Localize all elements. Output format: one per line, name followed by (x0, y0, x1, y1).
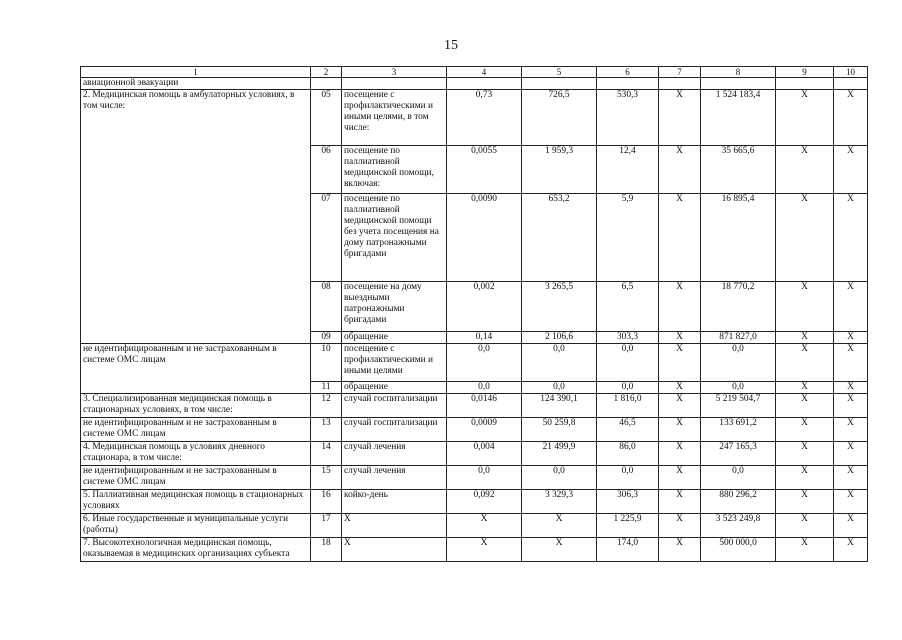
value-col6: 306,3 (597, 490, 659, 514)
value-col6: 0,0 (597, 466, 659, 490)
value-col5: 50 259,8 (522, 418, 597, 442)
row-label: не идентифицированным и не застрахованным в системе ОМС лицам (81, 418, 311, 442)
value-col5: X (522, 538, 597, 562)
value-col5: 0,0 (522, 382, 597, 394)
row-code: 16 (311, 490, 342, 514)
value-col9: X (776, 90, 834, 146)
column-number: 5 (522, 67, 597, 78)
unit-of-measure: посещение по паллиативной медицинской помощи без учета посещения на дому патронажными бригадами (342, 194, 447, 282)
row-code: 09 (311, 332, 342, 344)
value-col6: 1 816,0 (597, 394, 659, 418)
table-row (81, 466, 868, 490)
row-code: 15 (311, 466, 342, 490)
value-col8: 5 219 504,7 (701, 394, 776, 418)
unit-of-measure: обращение (342, 382, 447, 394)
value-col7: X (659, 194, 701, 282)
value-col6: 1 225,9 (597, 514, 659, 538)
table-row (81, 490, 868, 514)
unit-of-measure: посещение по паллиативной медицинской помощи, включая: (342, 146, 447, 194)
value-col7: X (659, 146, 701, 194)
value-col7: X (659, 282, 701, 332)
row-label: не идентифицированным и не застрахованным в системе ОМС лицам (81, 466, 311, 490)
value-col5: 726,5 (522, 90, 597, 146)
row-code: 06 (311, 146, 342, 194)
value-col5: 0,0 (522, 466, 597, 490)
unit-of-measure: случай госпитализации (342, 394, 447, 418)
row-label: 3. Специализированная медицинская помощь в стационарных условиях, в том числе: (81, 394, 311, 418)
value-col9: X (776, 382, 834, 394)
value-col7: X (659, 332, 701, 344)
row-label: 7. Высокотехнологичная медицинская помощь, оказываемая в медицинских организациях субъекта (81, 538, 311, 562)
value-col6: 0,0 (597, 344, 659, 382)
unit-of-measure: посещение на дому выездными патронажными бригадами (342, 282, 447, 332)
value-col8: 133 691,2 (701, 418, 776, 442)
column-number: 1 (81, 67, 311, 78)
value-col7: X (659, 538, 701, 562)
unit-of-measure: X (342, 538, 447, 562)
row-code: 08 (311, 282, 342, 332)
row-code: 07 (311, 194, 342, 282)
row-code: 17 (311, 514, 342, 538)
page-number: 15 (444, 38, 458, 53)
value-col8: 0,0 (701, 466, 776, 490)
table-body (81, 67, 868, 562)
row-code: 10 (311, 344, 342, 382)
table-row (81, 442, 868, 466)
value-col4: 0,0146 (447, 394, 522, 418)
value-col8: 18 770,2 (701, 282, 776, 332)
value-col4: 0,004 (447, 442, 522, 466)
value-col5: 653,2 (522, 194, 597, 282)
value-col5: 0,0 (522, 344, 597, 382)
unit-of-measure: посещение с профилактическими и иными целями (342, 344, 447, 382)
unit-of-measure: случай лечения (342, 466, 447, 490)
column-number: 9 (776, 67, 834, 78)
value-col9: X (776, 490, 834, 514)
value-col9: X (776, 514, 834, 538)
value-col10: X (834, 394, 868, 418)
value-col10: X (834, 90, 868, 146)
row-code: 13 (311, 418, 342, 442)
row-code: 18 (311, 538, 342, 562)
value-col5: 124 390,1 (522, 394, 597, 418)
value-col8: 35 665,6 (701, 146, 776, 194)
value-col4: 0,14 (447, 332, 522, 344)
value-col5: 3 329,3 (522, 490, 597, 514)
column-number: 2 (311, 67, 342, 78)
column-number: 10 (834, 67, 868, 78)
value-col7: X (659, 382, 701, 394)
value-col8: 3 523 249,8 (701, 514, 776, 538)
table-row (81, 394, 868, 418)
column-number: 3 (342, 67, 447, 78)
value-col6: 303,3 (597, 332, 659, 344)
value-col10: X (834, 282, 868, 332)
table-row (81, 538, 868, 562)
financing-table (80, 66, 868, 562)
value-col5: 21 499,9 (522, 442, 597, 466)
row-label: авиационной эвакуации (81, 78, 311, 90)
value-col9: X (776, 538, 834, 562)
value-col4: 0,092 (447, 490, 522, 514)
value-col6: 12,4 (597, 146, 659, 194)
value-col10: X (834, 344, 868, 382)
value-col5: 3 265,5 (522, 282, 597, 332)
value-col8: 1 524 183,4 (701, 90, 776, 146)
value-col9: X (776, 344, 834, 382)
value-col7: X (659, 90, 701, 146)
unit-of-measure: случай лечения (342, 442, 447, 466)
value-col10: X (834, 442, 868, 466)
value-col8: 0,0 (701, 344, 776, 382)
row-code: 05 (311, 90, 342, 146)
value-col9: X (776, 194, 834, 282)
value-col4: 0,0 (447, 344, 522, 382)
value-col8: 16 895,4 (701, 194, 776, 282)
table-row (81, 514, 868, 538)
value-col6: 174,0 (597, 538, 659, 562)
value-col10: X (834, 418, 868, 442)
value-col5: 1 959,3 (522, 146, 597, 194)
value-col9: X (776, 146, 834, 194)
value-col10: X (834, 382, 868, 394)
value-col6: 5,9 (597, 194, 659, 282)
value-col8: 0,0 (701, 382, 776, 394)
table-row (81, 418, 868, 442)
value-col4: 0,0009 (447, 418, 522, 442)
unit-of-measure: койко-день (342, 490, 447, 514)
row-code: 11 (311, 382, 342, 394)
value-col4: X (447, 538, 522, 562)
unit-of-measure: посещение с профилактическими и иными целями, в том числе: (342, 90, 447, 146)
unit-of-measure: случай госпитализации (342, 418, 447, 442)
value-col10: X (834, 466, 868, 490)
table-row (81, 90, 868, 146)
unit-of-measure: обращение (342, 332, 447, 344)
value-col9: X (776, 466, 834, 490)
row-label: 5. Паллиативная медицинская помощь в стационарных условиях (81, 490, 311, 514)
table-row (81, 78, 868, 90)
value-col7: X (659, 490, 701, 514)
value-col10: X (834, 146, 868, 194)
row-label: не идентифицированным и не застрахованным в системе ОМС лицам (81, 344, 311, 394)
value-col10: X (834, 194, 868, 282)
column-number-row (81, 67, 868, 78)
column-number: 8 (701, 67, 776, 78)
value-col7: X (659, 394, 701, 418)
value-col6: 86,0 (597, 442, 659, 466)
unit-of-measure: X (342, 514, 447, 538)
column-number: 7 (659, 67, 701, 78)
value-col7: X (659, 418, 701, 442)
value-col9: X (776, 282, 834, 332)
value-col9: X (776, 332, 834, 344)
value-col10: X (834, 490, 868, 514)
value-col4: 0,0 (447, 382, 522, 394)
value-col6: 46,5 (597, 418, 659, 442)
row-label: 2. Медицинская помощь в амбулаторных условиях, в том числе: (81, 90, 311, 344)
value-col7: X (659, 514, 701, 538)
value-col8: 880 296,2 (701, 490, 776, 514)
row-code: 12 (311, 394, 342, 418)
value-col4: 0,002 (447, 282, 522, 332)
value-col7: X (659, 466, 701, 490)
value-col6: 6,5 (597, 282, 659, 332)
value-col8: 247 165,3 (701, 442, 776, 466)
column-number: 4 (447, 67, 522, 78)
value-col8: 500 000,0 (701, 538, 776, 562)
value-col4: 0,0 (447, 466, 522, 490)
value-col4: X (447, 514, 522, 538)
value-col5: 2 106,6 (522, 332, 597, 344)
value-col10: X (834, 514, 868, 538)
value-col6: 530,3 (597, 90, 659, 146)
value-col9: X (776, 394, 834, 418)
table-row (81, 344, 868, 382)
value-col4: 0,0090 (447, 194, 522, 282)
column-number: 6 (597, 67, 659, 78)
value-col7: X (659, 344, 701, 382)
value-col6: 0,0 (597, 382, 659, 394)
value-col4: 0,0055 (447, 146, 522, 194)
value-col10: X (834, 538, 868, 562)
row-label: 4. Медицинская помощь в условиях дневного стационара, в том числе: (81, 442, 311, 466)
value-col4: 0,73 (447, 90, 522, 146)
value-col5: X (522, 514, 597, 538)
value-col9: X (776, 442, 834, 466)
value-col7: X (659, 442, 701, 466)
value-col8: 871 827,0 (701, 332, 776, 344)
row-code: 14 (311, 442, 342, 466)
row-label: 6. Иные государственные и муниципальные услуги (работы) (81, 514, 311, 538)
value-col9: X (776, 418, 834, 442)
value-col10: X (834, 332, 868, 344)
